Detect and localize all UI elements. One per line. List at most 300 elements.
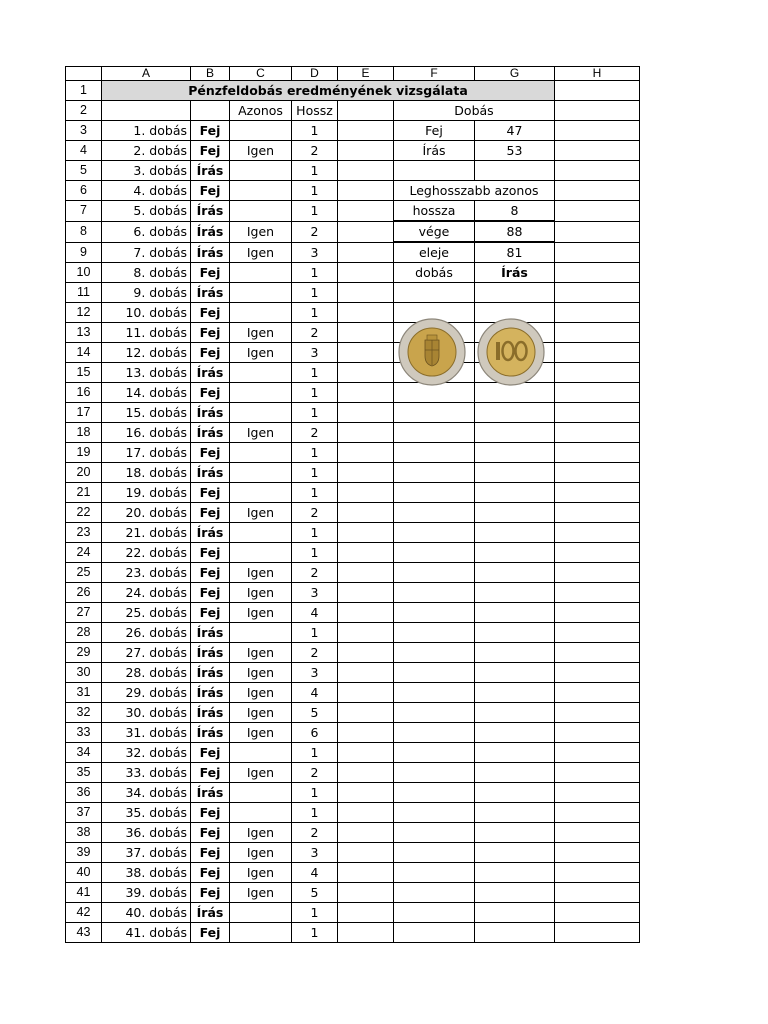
row-number[interactable]: 6	[66, 181, 102, 201]
row-number[interactable]: 31	[66, 683, 102, 703]
row-number[interactable]: 15	[66, 363, 102, 383]
cell-e[interactable]	[338, 643, 394, 663]
cell-h[interactable]	[555, 523, 640, 543]
summary-value[interactable]: 8	[475, 201, 555, 222]
run-length[interactable]: 1	[292, 483, 338, 503]
cell-h[interactable]	[555, 81, 640, 101]
run-length[interactable]: 4	[292, 603, 338, 623]
column-header-c[interactable]: C	[230, 67, 292, 81]
run-length[interactable]: 1	[292, 923, 338, 943]
cell-h[interactable]	[555, 201, 640, 222]
run-length[interactable]: 3	[292, 583, 338, 603]
same-flag[interactable]: Igen	[230, 883, 292, 903]
row-number[interactable]: 17	[66, 403, 102, 423]
same-flag[interactable]	[230, 463, 292, 483]
run-length[interactable]: 3	[292, 242, 338, 263]
throw-label[interactable]: 10. dobás	[102, 303, 191, 323]
cell-h[interactable]	[555, 141, 640, 161]
run-length[interactable]: 1	[292, 743, 338, 763]
throw-result[interactable]: Írás	[191, 623, 230, 643]
row-number[interactable]: 25	[66, 563, 102, 583]
cell-f[interactable]	[394, 583, 475, 603]
run-length[interactable]: 1	[292, 803, 338, 823]
column-header-d[interactable]: D	[292, 67, 338, 81]
row-number[interactable]: 42	[66, 903, 102, 923]
row-number[interactable]: 32	[66, 703, 102, 723]
cell-f[interactable]	[394, 603, 475, 623]
throw-label[interactable]: 35. dobás	[102, 803, 191, 823]
same-flag[interactable]: Igen	[230, 683, 292, 703]
cell-g[interactable]	[475, 783, 555, 803]
cell-f[interactable]	[394, 161, 475, 181]
header-hossz[interactable]: Hossz	[292, 101, 338, 121]
cell-f[interactable]	[394, 703, 475, 723]
row-number[interactable]: 27	[66, 603, 102, 623]
cell-f[interactable]	[394, 283, 475, 303]
throw-label[interactable]: 31. dobás	[102, 723, 191, 743]
row-number[interactable]: 20	[66, 463, 102, 483]
throw-label[interactable]: 20. dobás	[102, 503, 191, 523]
throw-label[interactable]: 14. dobás	[102, 383, 191, 403]
run-length[interactable]: 1	[292, 181, 338, 201]
throw-label[interactable]: 9. dobás	[102, 283, 191, 303]
column-header-h[interactable]: H	[555, 67, 640, 81]
run-length[interactable]: 4	[292, 863, 338, 883]
row-number[interactable]: 23	[66, 523, 102, 543]
cell-f[interactable]	[394, 483, 475, 503]
cell-a[interactable]	[102, 101, 191, 121]
run-length[interactable]: 3	[292, 663, 338, 683]
row-number[interactable]: 37	[66, 803, 102, 823]
same-flag[interactable]	[230, 483, 292, 503]
throw-result[interactable]: Fej	[191, 443, 230, 463]
cell-f[interactable]	[394, 643, 475, 663]
throw-result[interactable]: Fej	[191, 863, 230, 883]
column-header-b[interactable]: B	[191, 67, 230, 81]
same-flag[interactable]	[230, 923, 292, 943]
throw-result[interactable]: Írás	[191, 723, 230, 743]
throw-result[interactable]: Írás	[191, 463, 230, 483]
throw-label[interactable]: 19. dobás	[102, 483, 191, 503]
throw-label[interactable]: 15. dobás	[102, 403, 191, 423]
run-length[interactable]: 3	[292, 343, 338, 363]
row-number[interactable]: 4	[66, 141, 102, 161]
cell-e[interactable]	[338, 623, 394, 643]
cell-e[interactable]	[338, 303, 394, 323]
header-azonos[interactable]: Azonos	[230, 101, 292, 121]
cell-e[interactable]	[338, 181, 394, 201]
cell-f[interactable]	[394, 443, 475, 463]
cell-e[interactable]	[338, 201, 394, 222]
cell-e[interactable]	[338, 483, 394, 503]
row-number[interactable]: 5	[66, 161, 102, 181]
throw-result[interactable]: Fej	[191, 303, 230, 323]
throw-result[interactable]: Írás	[191, 221, 230, 242]
throw-result[interactable]: Írás	[191, 363, 230, 383]
cell-h[interactable]	[555, 903, 640, 923]
cell-g[interactable]	[475, 443, 555, 463]
run-length[interactable]: 3	[292, 843, 338, 863]
cell-e[interactable]	[338, 863, 394, 883]
same-flag[interactable]: Igen	[230, 423, 292, 443]
row-number[interactable]: 13	[66, 323, 102, 343]
throw-label[interactable]: 1. dobás	[102, 121, 191, 141]
cell-f[interactable]	[394, 743, 475, 763]
cell-e[interactable]	[338, 443, 394, 463]
cell-h[interactable]	[555, 283, 640, 303]
row-number[interactable]: 24	[66, 543, 102, 563]
throw-result[interactable]: Írás	[191, 423, 230, 443]
same-flag[interactable]: Igen	[230, 843, 292, 863]
row-number[interactable]: 39	[66, 843, 102, 863]
throw-label[interactable]: 11. dobás	[102, 323, 191, 343]
same-flag[interactable]: Igen	[230, 643, 292, 663]
cell-f[interactable]	[394, 463, 475, 483]
cell-h[interactable]	[555, 643, 640, 663]
run-length[interactable]: 4	[292, 683, 338, 703]
cell-g[interactable]	[475, 583, 555, 603]
cell-e[interactable]	[338, 843, 394, 863]
run-length[interactable]: 2	[292, 503, 338, 523]
throw-result[interactable]: Írás	[191, 643, 230, 663]
same-flag[interactable]	[230, 363, 292, 383]
cell-e[interactable]	[338, 803, 394, 823]
cell-h[interactable]	[555, 383, 640, 403]
run-length[interactable]: 1	[292, 443, 338, 463]
cell-e[interactable]	[338, 363, 394, 383]
cell-e[interactable]	[338, 121, 394, 141]
cell-e[interactable]	[338, 583, 394, 603]
cell-g[interactable]	[475, 503, 555, 523]
summary-label[interactable]: Írás	[394, 141, 475, 161]
cell-g[interactable]	[475, 803, 555, 823]
throw-label[interactable]: 29. dobás	[102, 683, 191, 703]
same-flag[interactable]	[230, 403, 292, 423]
same-flag[interactable]: Igen	[230, 703, 292, 723]
row-number[interactable]: 8	[66, 221, 102, 242]
cell-g[interactable]	[475, 843, 555, 863]
run-length[interactable]: 1	[292, 363, 338, 383]
cell-e[interactable]	[338, 323, 394, 343]
cell-h[interactable]	[555, 543, 640, 563]
cell-g[interactable]	[475, 723, 555, 743]
summary-label[interactable]: hossza	[394, 201, 475, 222]
run-length[interactable]: 5	[292, 883, 338, 903]
summary-label[interactable]: eleje	[394, 242, 475, 263]
cell-f[interactable]	[394, 423, 475, 443]
cell-g[interactable]	[475, 763, 555, 783]
throw-label[interactable]: 18. dobás	[102, 463, 191, 483]
run-length[interactable]: 1	[292, 783, 338, 803]
same-flag[interactable]: Igen	[230, 221, 292, 242]
cell-e[interactable]	[338, 343, 394, 363]
cell-h[interactable]	[555, 242, 640, 263]
throw-result[interactable]: Fej	[191, 543, 230, 563]
summary-value[interactable]: 53	[475, 141, 555, 161]
throw-result[interactable]: Fej	[191, 503, 230, 523]
cell-e[interactable]	[338, 903, 394, 923]
cell-f[interactable]	[394, 563, 475, 583]
cell-f[interactable]	[394, 903, 475, 923]
cell-h[interactable]	[555, 783, 640, 803]
cell-e[interactable]	[338, 463, 394, 483]
cell-g[interactable]	[475, 863, 555, 883]
throw-label[interactable]: 37. dobás	[102, 843, 191, 863]
same-flag[interactable]: Igen	[230, 723, 292, 743]
throw-label[interactable]: 40. dobás	[102, 903, 191, 923]
cell-e[interactable]	[338, 141, 394, 161]
throw-label[interactable]: 12. dobás	[102, 343, 191, 363]
throw-result[interactable]: Fej	[191, 923, 230, 943]
run-length[interactable]: 1	[292, 523, 338, 543]
cell-g[interactable]	[475, 743, 555, 763]
throw-label[interactable]: 13. dobás	[102, 363, 191, 383]
same-flag[interactable]: Igen	[230, 563, 292, 583]
same-flag[interactable]	[230, 523, 292, 543]
same-flag[interactable]	[230, 383, 292, 403]
run-length[interactable]: 2	[292, 643, 338, 663]
same-flag[interactable]: Igen	[230, 663, 292, 683]
row-number[interactable]: 35	[66, 763, 102, 783]
row-number[interactable]: 40	[66, 863, 102, 883]
row-number[interactable]: 28	[66, 623, 102, 643]
same-flag[interactable]	[230, 161, 292, 181]
cell-f[interactable]	[394, 923, 475, 943]
same-flag[interactable]	[230, 283, 292, 303]
cell-e[interactable]	[338, 783, 394, 803]
cell-g[interactable]	[475, 643, 555, 663]
run-length[interactable]: 2	[292, 763, 338, 783]
cell-f[interactable]	[394, 663, 475, 683]
cell-e[interactable]	[338, 242, 394, 263]
throw-result[interactable]: Fej	[191, 121, 230, 141]
throw-result[interactable]: Fej	[191, 383, 230, 403]
throw-result[interactable]: Írás	[191, 703, 230, 723]
throw-result[interactable]: Fej	[191, 583, 230, 603]
run-length[interactable]: 1	[292, 121, 338, 141]
row-number[interactable]: 11	[66, 283, 102, 303]
row-number[interactable]: 3	[66, 121, 102, 141]
cell-h[interactable]	[555, 423, 640, 443]
cell-e[interactable]	[338, 523, 394, 543]
row-number[interactable]: 34	[66, 743, 102, 763]
throw-label[interactable]: 26. dobás	[102, 623, 191, 643]
cell-h[interactable]	[555, 483, 640, 503]
row-number[interactable]: 33	[66, 723, 102, 743]
cell-f[interactable]	[394, 823, 475, 843]
same-flag[interactable]: Igen	[230, 763, 292, 783]
throw-label[interactable]: 16. dobás	[102, 423, 191, 443]
throw-label[interactable]: 23. dobás	[102, 563, 191, 583]
cell-h[interactable]	[555, 101, 640, 121]
throw-result[interactable]: Írás	[191, 903, 230, 923]
cell-h[interactable]	[555, 323, 640, 343]
same-flag[interactable]: Igen	[230, 141, 292, 161]
throw-result[interactable]: Fej	[191, 343, 230, 363]
summary-value[interactable]: Írás	[475, 263, 555, 283]
cell-g[interactable]	[475, 563, 555, 583]
throw-label[interactable]: 38. dobás	[102, 863, 191, 883]
cell-b[interactable]	[191, 101, 230, 121]
row-number[interactable]: 2	[66, 101, 102, 121]
same-flag[interactable]	[230, 623, 292, 643]
summary-label[interactable]: Fej	[394, 121, 475, 141]
run-length[interactable]: 2	[292, 141, 338, 161]
summary-value[interactable]: 47	[475, 121, 555, 141]
cell-g[interactable]	[475, 283, 555, 303]
throw-result[interactable]: Fej	[191, 141, 230, 161]
cell-g[interactable]	[475, 463, 555, 483]
same-flag[interactable]	[230, 443, 292, 463]
same-flag[interactable]	[230, 743, 292, 763]
same-flag[interactable]	[230, 181, 292, 201]
same-flag[interactable]	[230, 543, 292, 563]
throw-label[interactable]: 33. dobás	[102, 763, 191, 783]
cell-g[interactable]	[475, 523, 555, 543]
cell-h[interactable]	[555, 303, 640, 323]
row-number[interactable]: 38	[66, 823, 102, 843]
run-length[interactable]: 1	[292, 383, 338, 403]
row-number[interactable]: 19	[66, 443, 102, 463]
same-flag[interactable]: Igen	[230, 603, 292, 623]
throw-label[interactable]: 34. dobás	[102, 783, 191, 803]
run-length[interactable]: 2	[292, 323, 338, 343]
throw-result[interactable]: Írás	[191, 523, 230, 543]
same-flag[interactable]: Igen	[230, 343, 292, 363]
run-length[interactable]: 2	[292, 221, 338, 242]
cell-e[interactable]	[338, 283, 394, 303]
throw-result[interactable]: Írás	[191, 683, 230, 703]
row-number[interactable]: 7	[66, 201, 102, 222]
same-flag[interactable]: Igen	[230, 823, 292, 843]
same-flag[interactable]: Igen	[230, 242, 292, 263]
cell-e[interactable]	[338, 403, 394, 423]
throw-label[interactable]: 25. dobás	[102, 603, 191, 623]
row-number[interactable]: 1	[66, 81, 102, 101]
cell-g[interactable]	[475, 483, 555, 503]
cell-h[interactable]	[555, 723, 640, 743]
throw-label[interactable]: 3. dobás	[102, 161, 191, 181]
cell-f[interactable]	[394, 783, 475, 803]
cell-f[interactable]	[394, 803, 475, 823]
cell-h[interactable]	[555, 703, 640, 723]
throw-label[interactable]: 7. dobás	[102, 242, 191, 263]
summary-value[interactable]: 81	[475, 242, 555, 263]
throw-label[interactable]: 8. dobás	[102, 263, 191, 283]
cell-h[interactable]	[555, 181, 640, 201]
cell-h[interactable]	[555, 843, 640, 863]
cell-g[interactable]	[475, 403, 555, 423]
run-length[interactable]: 1	[292, 903, 338, 923]
cell-h[interactable]	[555, 923, 640, 943]
throw-label[interactable]: 24. dobás	[102, 583, 191, 603]
column-header-g[interactable]: G	[475, 67, 555, 81]
throw-label[interactable]: 6. dobás	[102, 221, 191, 242]
row-number[interactable]: 30	[66, 663, 102, 683]
run-length[interactable]: 1	[292, 303, 338, 323]
cell-e[interactable]	[338, 101, 394, 121]
cell-h[interactable]	[555, 583, 640, 603]
cell-g[interactable]	[475, 923, 555, 943]
row-number[interactable]: 26	[66, 583, 102, 603]
cell-f[interactable]	[394, 623, 475, 643]
cell-f[interactable]	[394, 503, 475, 523]
throw-result[interactable]: Írás	[191, 201, 230, 222]
cell-h[interactable]	[555, 503, 640, 523]
cell-f[interactable]	[394, 543, 475, 563]
cell-g[interactable]	[475, 883, 555, 903]
throw-result[interactable]: Fej	[191, 263, 230, 283]
throw-label[interactable]: 28. dobás	[102, 663, 191, 683]
cell-h[interactable]	[555, 863, 640, 883]
cell-e[interactable]	[338, 221, 394, 242]
run-length[interactable]: 1	[292, 283, 338, 303]
cell-e[interactable]	[338, 543, 394, 563]
cell-e[interactable]	[338, 663, 394, 683]
row-number[interactable]: 41	[66, 883, 102, 903]
throw-result[interactable]: Írás	[191, 283, 230, 303]
column-header-a[interactable]: A	[102, 67, 191, 81]
run-length[interactable]: 1	[292, 623, 338, 643]
same-flag[interactable]	[230, 903, 292, 923]
cell-f[interactable]	[394, 723, 475, 743]
row-number[interactable]: 9	[66, 242, 102, 263]
cell-e[interactable]	[338, 763, 394, 783]
throw-label[interactable]: 21. dobás	[102, 523, 191, 543]
cell-g[interactable]	[475, 623, 555, 643]
cell-g[interactable]	[475, 161, 555, 181]
cell-h[interactable]	[555, 363, 640, 383]
cell-g[interactable]	[475, 603, 555, 623]
same-flag[interactable]: Igen	[230, 583, 292, 603]
same-flag[interactable]	[230, 803, 292, 823]
cell-e[interactable]	[338, 161, 394, 181]
cell-h[interactable]	[555, 403, 640, 423]
throw-result[interactable]: Fej	[191, 563, 230, 583]
cell-h[interactable]	[555, 743, 640, 763]
run-length[interactable]: 2	[292, 563, 338, 583]
same-flag[interactable]	[230, 201, 292, 222]
throw-result[interactable]: Írás	[191, 663, 230, 683]
summary-label[interactable]: vége	[394, 221, 475, 242]
throw-result[interactable]: Fej	[191, 883, 230, 903]
cell-h[interactable]	[555, 563, 640, 583]
same-flag[interactable]: Igen	[230, 863, 292, 883]
same-flag[interactable]	[230, 121, 292, 141]
cell-g[interactable]	[475, 663, 555, 683]
cell-f[interactable]	[394, 843, 475, 863]
cell-e[interactable]	[338, 923, 394, 943]
cell-h[interactable]	[555, 161, 640, 181]
cell-e[interactable]	[338, 823, 394, 843]
cell-f[interactable]	[394, 403, 475, 423]
throw-label[interactable]: 41. dobás	[102, 923, 191, 943]
cell-h[interactable]	[555, 463, 640, 483]
cell-e[interactable]	[338, 743, 394, 763]
cell-g[interactable]	[475, 903, 555, 923]
cell-f[interactable]	[394, 883, 475, 903]
cell-g[interactable]	[475, 703, 555, 723]
cell-e[interactable]	[338, 263, 394, 283]
same-flag[interactable]	[230, 783, 292, 803]
throw-result[interactable]: Fej	[191, 743, 230, 763]
cell-e[interactable]	[338, 563, 394, 583]
same-flag[interactable]	[230, 303, 292, 323]
cell-h[interactable]	[555, 443, 640, 463]
throw-result[interactable]: Írás	[191, 783, 230, 803]
longest-run-label[interactable]: Leghosszabb azonos	[394, 181, 555, 201]
cell-e[interactable]	[338, 383, 394, 403]
